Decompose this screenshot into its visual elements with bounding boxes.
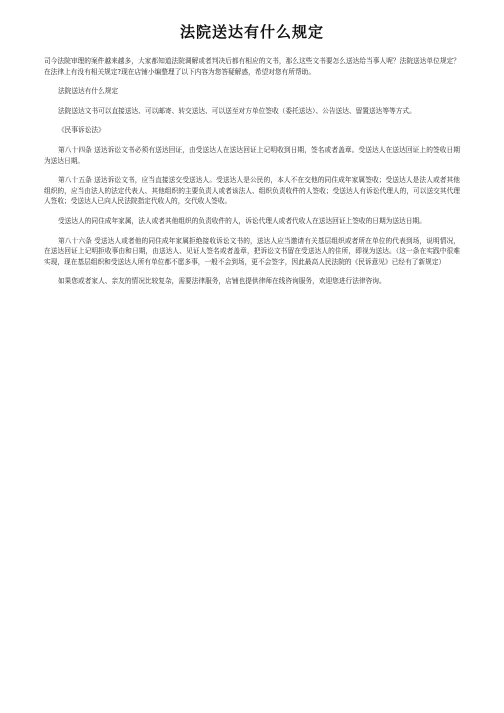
intro-paragraph: 司今法院审理的案件越来越多，大家都知道法院调解或者判决后都有相应的文书，那么这些文书要怎么送达给当事人呢？法院送达单位规定？在法律上有没有相关规定?现在店铺小编整理了以下内容为您答疑解惑，希望对您有所帮助。 [44,57,460,76]
law-title-paragraph: 《民事诉讼法》 [58,126,105,135]
section-heading: 法院送达有什么规定 [58,87,119,96]
delivery-methods-paragraph: 法院送达文书可以直接送达、可以邮寄、转交送达、可以送至对方单位签收（委托送达）、公告送达、留置送达等等方式。 [58,106,416,115]
receipt-date-paragraph: 受送达人的同住成年家属，法人或者其他组织的负责收件的人，诉讼代理人或者代收人在送达回证上签收的日期为送达日期。 [58,216,426,225]
closing-paragraph: 如果您或者家人、亲友的情况比较复杂，需要法律服务，店铺也提供律师在线咨询服务，欢迎您进行法律咨询。 [58,277,386,286]
article-85-paragraph: 第八十五条 送达诉讼文书，应当直接送交受送达人。受送达人是公民的，本人不在交他的同住成年家属签收；受送达人是法人或者其他组织的，应当由法人的法定代表人、其他组织的主要负责人或者该法人、组织负责收件的人签收；受送达人有诉讼代理人的，可以送交其代理人签收；受送达人已向人民法院指定代收人的，交代收人签收。 [44,176,460,206]
document-title: 法院送达有什么规定 [179,23,324,41]
article-86-paragraph: 第八十六条 受送达人或者他的同住成年家属拒绝接收诉讼文书的，送达人应当邀请有关基层组织或者所在单位的代表到场，说明情况，在送达回证上记明拒收事由和日期，由送达人、见证人签名或者盖章，把诉讼文书留在受送达人的住所，即视为送达。（这一条在实践中很难实现，现在基层组织和受送达人所有单位都不愿多事，一般不会到场，更不会签字，因此最高人民法院的《民诉意见》已经有了新规定） [44,236,460,266]
article-84-paragraph: 第八十四条 送达诉讼文书必须有送达回证，由受送达人在送达回证上记明收到日期，签名或者盖章。受送达人在送达回证上的签收日期为送达日期。 [44,145,460,165]
